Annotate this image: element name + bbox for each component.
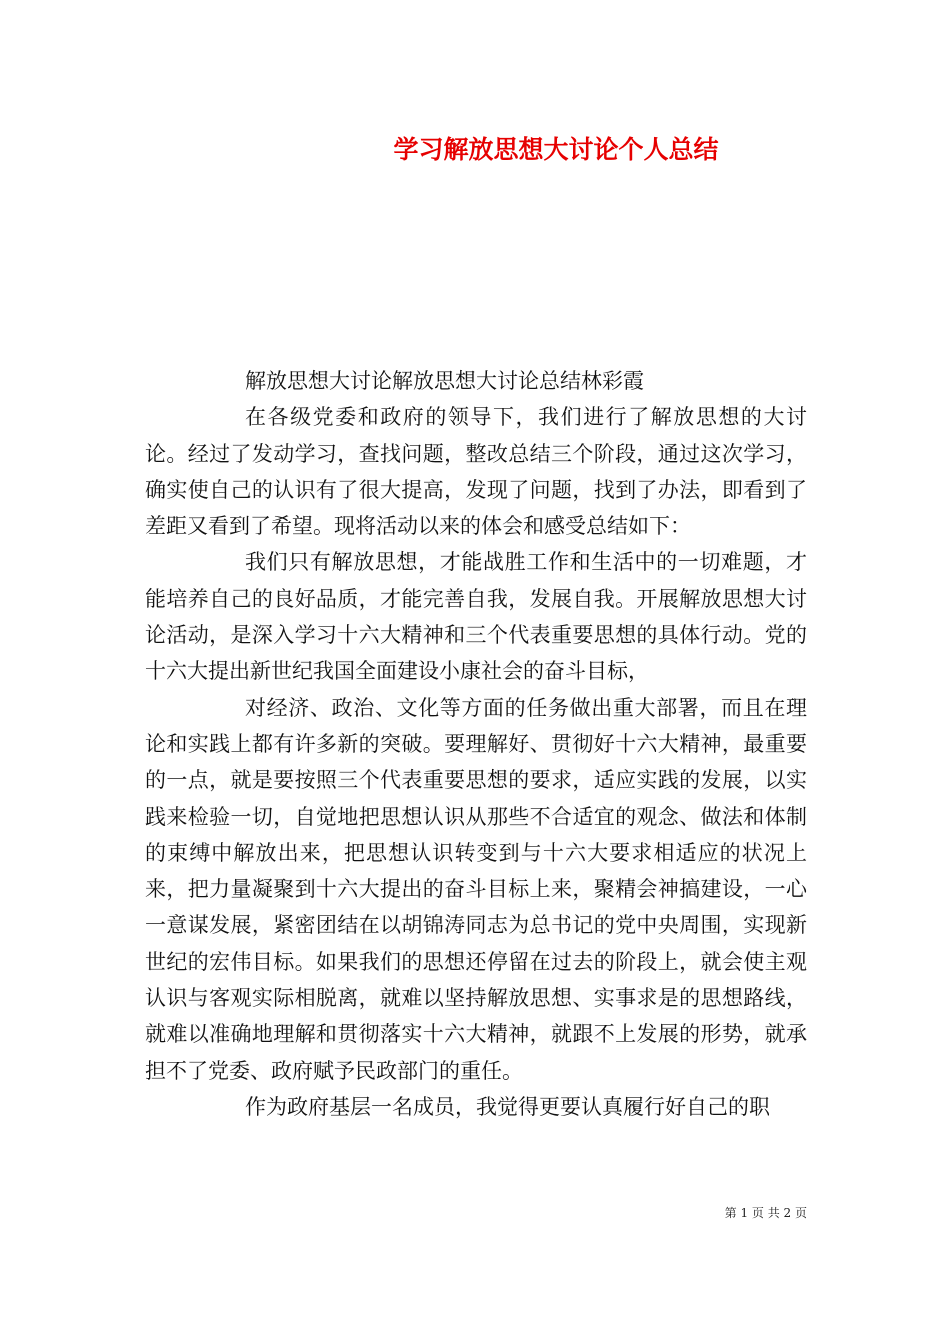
paragraph: 对经济、政治、文化等方面的任务做出重大部署，而且在理论和实践上都有许多新的突破。要理解好、贯彻好十六大精神，最重要的一点，就是要按照三个代表重要思想的要求，适应实践的发展，以实践来检验一切，自觉地把思想认识从那些不合适宜的观念、做法和体制的束缚中解放出来，把思想认识转变到与十六大要求相适应的状况上来，把力量凝聚到十六大提出的奋斗目标上来，聚精会神搞建设，一心一意谋发展，紧密团结在以胡锦涛同志为总书记的党中央周围，实现新世纪的宏伟目标。如果我们的思想还停留在过去的阶段上，就会使主观认识与客观实际相脱离，就难以坚持解放思想、实事求是的思想路线，就难以准确地理解和贯彻落实十六大精神，就跟不上发展的形势，就承担不了党委、政府赋予民政部门的重任。: [145, 695, 807, 1083]
document-body: [145, 363, 807, 1125]
paragraph-subtitle: 解放思想大讨论解放思想大讨论总结林彩霞: [245, 369, 644, 393]
paragraph: 我们只有解放思想，才能战胜工作和生活中的一切难题，才能培养自己的良好品质，才能完善自我，发展自我。开展解放思想大讨论活动，是深入学习十六大精神和三个代表重要思想的具体行动。党的十六大提出新世纪我国全面建设小康社会的奋斗目标，: [145, 550, 807, 684]
paragraph: 在各级党委和政府的领导下，我们进行了解放思想的大讨论。经过了发动学习，查找问题，整改总结三个阶段，通过这次学习，确实使自己的认识有了很大提高，发现了问题，找到了办法，即看到了差距又看到了希望。现将活动以来的体会和感受总结如下：: [145, 405, 807, 539]
document-title: 学习解放思想大讨论个人总结: [393, 135, 719, 164]
page-number-footer: 第 1 页 共 2 页: [724, 1206, 807, 1220]
paragraph: 作为政府基层一名成员，我觉得更要认真履行好自己的职: [245, 1094, 770, 1119]
